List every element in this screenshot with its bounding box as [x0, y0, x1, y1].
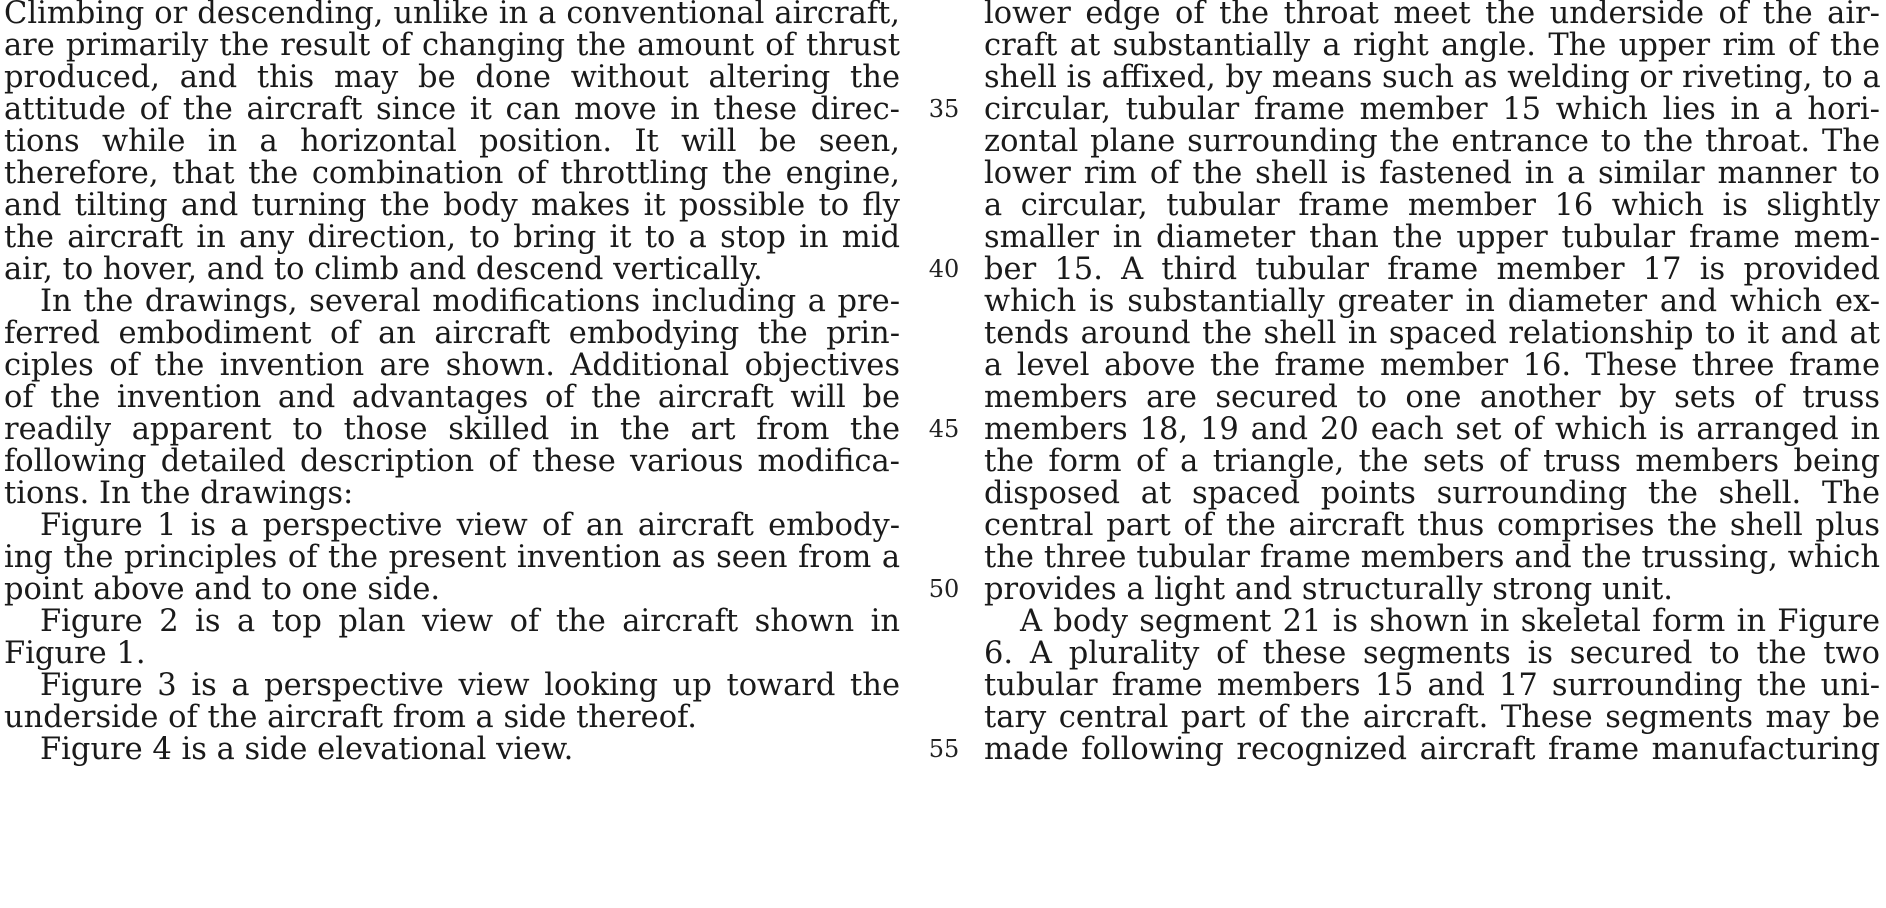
text-line: lower edge of the throat meet the underside of the air-: [984, 0, 1880, 31]
text-line: air, to hover, and to climb and descend vertically.: [4, 252, 763, 287]
text-line: Figure 1.: [4, 636, 146, 671]
text-line: members are secured to one another by sets of truss: [984, 380, 1880, 415]
text-line: the aircraft in any direction, to bring it to a stop in mid: [4, 220, 900, 255]
text-line: and tilting and turning the body makes it possible to fly: [4, 188, 900, 223]
text-line: a circular, tubular frame member 16 which is slightly: [984, 188, 1880, 223]
text-line: the three tubular frame members and the trussing, which: [984, 540, 1880, 575]
text-line: provides a light and structurally strong unit.: [984, 572, 1673, 607]
text-line: tary central part of the aircraft. These segments may be: [984, 700, 1880, 735]
text-line: ferred embodiment of an aircraft embodying the prin-: [4, 316, 900, 351]
text-line: Figure 4 is a side elevational view.: [40, 732, 574, 767]
text-line: circular, tubular frame member 15 which lies in a hori-: [984, 92, 1880, 127]
text-line: A body segment 21 is shown in skeletal form in Figure: [1020, 604, 1880, 639]
line-number-35: 35: [928, 95, 960, 123]
text-line: craft at substantially a right angle. The upper rim of the: [984, 28, 1880, 63]
text-line: of the invention and advantages of the aircraft will be: [4, 380, 900, 415]
text-line: In the drawings, several modifications including a pre-: [40, 284, 900, 319]
text-line: readily apparent to those skilled in the art from the: [4, 412, 900, 447]
line-number-50: 50: [928, 575, 960, 603]
text-line: attitude of the aircraft since it can move in these direc-: [4, 92, 900, 127]
text-line: therefore, that the combination of throttling the engine,: [4, 156, 900, 191]
line-number-40: 40: [928, 255, 960, 283]
text-line: central part of the aircraft thus comprises the shell plus: [984, 508, 1880, 543]
text-line: Figure 1 is a perspective view of an aircraft embody-: [40, 508, 900, 543]
text-line: are primarily the result of changing the amount of thrust: [4, 28, 900, 63]
text-line: Figure 2 is a top plan view of the aircraft shown in: [40, 604, 900, 639]
text-line: tions. In the drawings:: [4, 476, 354, 511]
text-line: members 18, 19 and 20 each set of which is arranged in: [984, 412, 1880, 447]
text-line: smaller in diameter than the upper tubular frame mem-: [984, 220, 1880, 255]
text-line: lower rim of the shell is fastened in a similar manner to: [984, 156, 1880, 191]
text-line: tends around the shell in spaced relationship to it and at: [984, 316, 1880, 351]
text-line: shell is affixed, by means such as welding or riveting, to a: [984, 60, 1881, 95]
line-number-55: 55: [928, 735, 960, 763]
text-line: made following recognized aircraft frame manufacturing: [984, 732, 1880, 767]
text-line: tions while in a horizontal position. It will be seen,: [4, 124, 900, 159]
text-line: underside of the aircraft from a side thereof.: [4, 700, 697, 735]
text-line: ing the principles of the present invention as seen from a: [4, 540, 900, 575]
text-line: disposed at spaced points surrounding the shell. The: [984, 476, 1880, 511]
text-line: Figure 3 is a perspective view looking up toward the: [40, 668, 900, 703]
text-line: which is substantially greater in diameter and which ex-: [984, 284, 1880, 319]
text-line: produced, and this may be done without altering the: [4, 60, 900, 95]
text-line: following detailed description of these various modifica-: [4, 444, 900, 479]
line-number-45: 45: [928, 415, 960, 443]
text-line: a level above the frame member 16. These three frame: [984, 348, 1880, 383]
text-line: Climbing or descending, unlike in a conventional aircraft,: [4, 0, 900, 31]
text-line: the form of a triangle, the sets of truss members being: [984, 444, 1880, 479]
text-line: ber 15. A third tubular frame member 17 is provided: [984, 252, 1880, 287]
text-line: 6. A plurality of these segments is secured to the two: [984, 636, 1880, 671]
text-line: zontal plane surrounding the entrance to the throat. The: [984, 124, 1880, 159]
text-line: ciples of the invention are shown. Additional objectives: [4, 348, 900, 383]
text-line: tubular frame members 15 and 17 surrounding the uni-: [984, 668, 1880, 703]
text-line: point above and to one side.: [4, 572, 441, 607]
